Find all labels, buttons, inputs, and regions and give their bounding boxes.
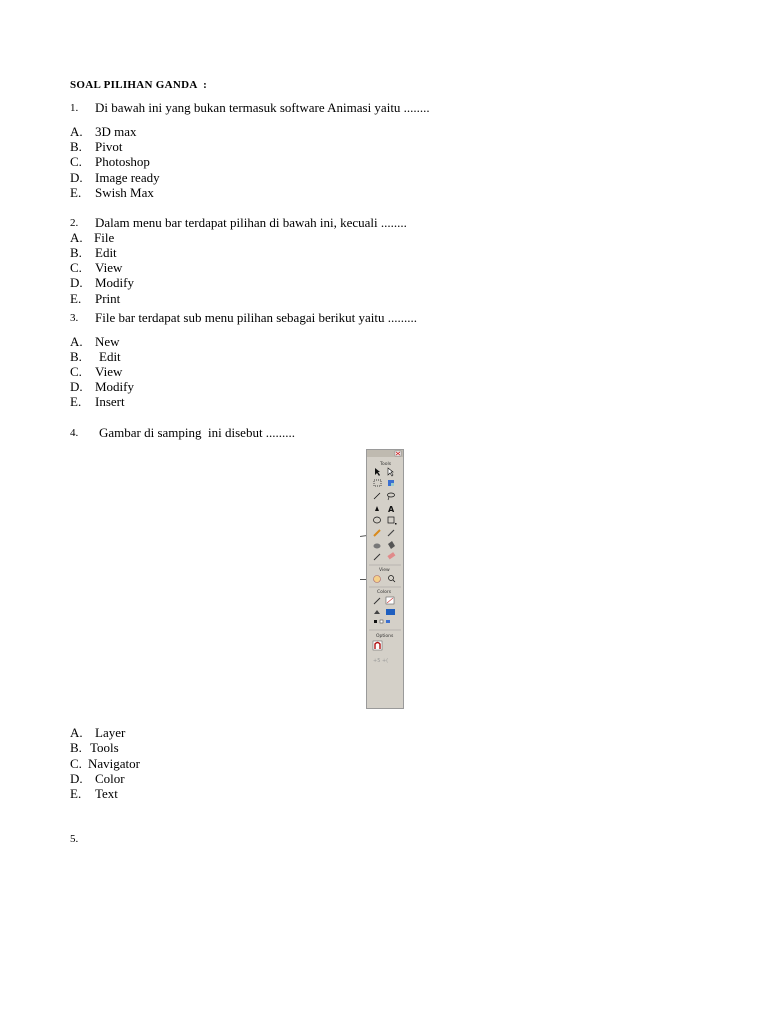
brush-icon: [388, 530, 394, 536]
free-transform-icon: [374, 480, 381, 486]
q4-option-c-letter: C.: [70, 756, 82, 771]
toolbox-image: [366, 449, 404, 709]
question-4-text: Gambar di samping ini disebut .........: [99, 425, 296, 440]
question-3-number: 3.: [70, 312, 79, 324]
snap-icon: [373, 641, 382, 650]
q2-option-a-letter: A.: [70, 230, 83, 245]
svg-text:A: A: [388, 505, 395, 514]
q1-option-b-text: Pivot: [95, 139, 123, 154]
q1-option-d-text: Image ready: [95, 170, 160, 185]
stroke-color-icon: [374, 597, 394, 604]
colors-section-label: Colors: [377, 590, 392, 595]
q3-option-c-text: View: [95, 364, 123, 379]
lasso-icon: [388, 493, 395, 500]
q3-option-c-letter: C.: [70, 364, 82, 379]
tools-section-label: Tools: [380, 462, 392, 467]
view-section-label: View: [379, 568, 390, 573]
pen-icon: [375, 506, 379, 511]
fill-transform-icon: [388, 480, 394, 486]
q2-option-e-text: Print: [95, 291, 121, 306]
q1-option-e-letter: E.: [70, 185, 82, 200]
q4-option-b-letter: B.: [70, 740, 82, 755]
q1-option-d-letter: D.: [70, 170, 83, 185]
eraser-icon: [387, 552, 395, 559]
zoom-icon: [389, 576, 396, 583]
q2-option-a-text: File: [94, 230, 115, 245]
rectangle-icon: [388, 517, 397, 525]
q2-option-c-letter: C.: [70, 260, 82, 275]
ink-bottle-icon: [374, 544, 381, 549]
q3-option-e-text: Insert: [95, 394, 125, 409]
question-4-number: 4.: [70, 427, 79, 439]
q4-option-b-text: Tools: [90, 740, 119, 755]
fill-color-icon: [374, 609, 395, 615]
q2-option-d-letter: D.: [70, 275, 83, 290]
color-swap-icon: [374, 620, 390, 623]
q4-option-a-text: Layer: [95, 725, 126, 740]
oval-icon: [374, 517, 381, 523]
q2-option-e-letter: E.: [70, 291, 82, 306]
question-2-number: 2.: [70, 217, 79, 229]
line-icon: [374, 493, 380, 499]
q3-option-e-letter: E.: [70, 394, 82, 409]
q4-option-e-letter: E.: [70, 786, 82, 801]
question-5-number: 5.: [70, 833, 79, 845]
question-1-number: 1.: [70, 102, 79, 114]
paint-bucket-icon: [388, 541, 395, 549]
text-icon: [388, 505, 395, 514]
q1-option-a-letter: A.: [70, 124, 83, 139]
q3-option-d-letter: D.: [70, 379, 83, 394]
q1-option-c-text: Photoshop: [95, 154, 150, 169]
q3-option-d-text: Modify: [95, 379, 134, 394]
q4-option-e-text: Text: [95, 786, 118, 801]
q2-option-c-text: View: [95, 260, 123, 275]
q4-option-c-text: Navigator: [88, 756, 140, 771]
svg-text:+5 +(: +5 +(: [373, 658, 389, 664]
q1-option-c-letter: C.: [70, 154, 82, 169]
eyedropper-icon: [374, 554, 380, 560]
options-section-label: Options: [376, 634, 394, 639]
q3-option-b-letter: B.: [70, 349, 82, 364]
pencil-icon: [374, 530, 380, 536]
q3-option-a-letter: A.: [70, 334, 83, 349]
q2-option-b-letter: B.: [70, 245, 82, 260]
question-2-text: Dalam menu bar terdapat pilihan di bawah ini, kecuali ........: [95, 215, 407, 230]
q2-option-d-text: Modify: [95, 275, 134, 290]
arrow-icon: [375, 468, 380, 476]
question-1-text: Di bawah ini yang bukan termasuk software Animasi yaitu ........: [95, 100, 430, 115]
q1-option-b-letter: B.: [70, 139, 82, 154]
page-title: SOAL PILIHAN GANDA :: [70, 79, 208, 91]
subselect-icon: [388, 468, 393, 476]
q2-option-b-text: Edit: [95, 245, 117, 260]
q3-option-a-text: New: [95, 334, 120, 349]
question-3-text: File bar terdapat sub menu pilihan sebagai berikut yaitu .........: [95, 310, 418, 325]
hand-icon: [374, 576, 381, 583]
smooth-straighten-icon: [373, 658, 388, 664]
q3-option-b-text: Edit: [99, 349, 121, 364]
q1-option-a-text: 3D max: [95, 124, 137, 139]
q4-option-d-letter: D.: [70, 771, 83, 786]
q4-option-a-letter: A.: [70, 725, 83, 740]
q1-option-e-text: Swish Max: [95, 185, 154, 200]
q4-option-d-text: Color: [95, 771, 125, 786]
